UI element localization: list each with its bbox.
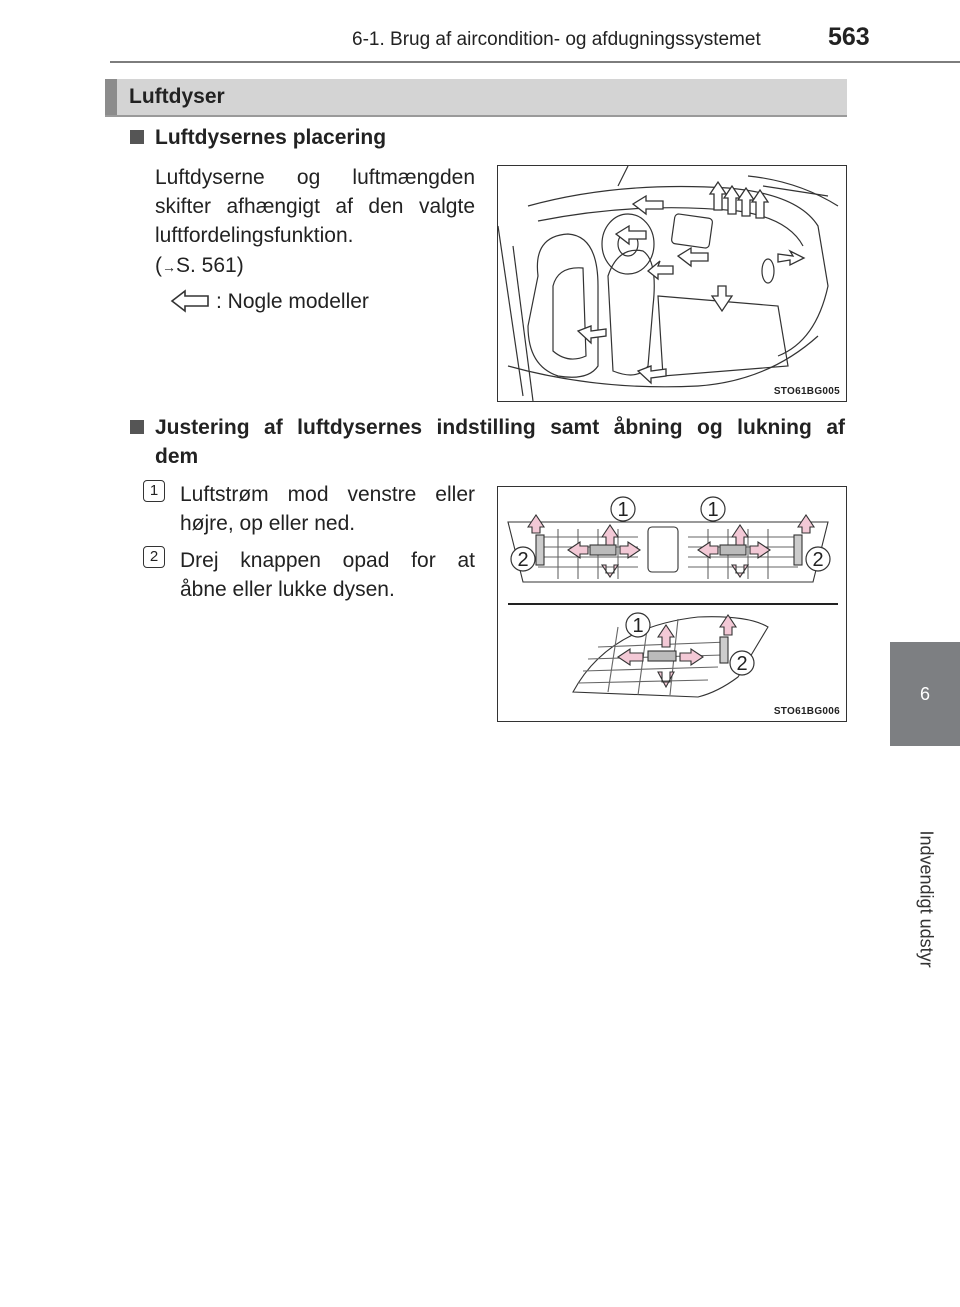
subsection-heading-adjust: Justering af luftdysernes indstilling samt åbning og lukning af: [155, 416, 845, 439]
callout-number: 2: [736, 653, 748, 675]
chapter-number: 6: [919, 684, 930, 704]
reference-text: S. 561): [176, 254, 244, 277]
page-number: 563: [828, 23, 870, 51]
page-reference: (→S. 561): [155, 254, 244, 277]
callout-number: 1: [617, 499, 629, 521]
callout-number: 1: [707, 499, 719, 521]
reference-arrow-icon: →: [162, 259, 176, 275]
step-text: Luftstrøm mod venstre eller: [180, 483, 475, 506]
step-number-badge: 2: [143, 546, 165, 568]
subsection-heading-adjust-cont: dem: [155, 445, 199, 468]
figure-code: STO61BG006: [773, 706, 840, 717]
header-title: 6-1. Brug af aircondition- og afdugningssystemet: [352, 29, 761, 50]
subsection-heading-placement: Luftdysernes placering: [155, 126, 387, 149]
body-line: skifter afhængigt af den valgte: [155, 195, 475, 218]
callout-number: 2: [812, 549, 824, 571]
step-number-badge: 1: [143, 480, 165, 502]
car-interior-illustration: [498, 166, 846, 401]
legend-text: : Nogle modeller: [216, 290, 369, 313]
figure-code: STO61BG005: [773, 386, 840, 397]
vent-adjustment-illustration: [498, 487, 846, 721]
outlet-arrow-icon: [170, 288, 210, 314]
section-title: Luftdyser: [129, 85, 225, 108]
section-bar-accent: [105, 79, 117, 115]
callout-number: 1: [632, 615, 644, 637]
body-line: luftfordelingsfunktion.: [155, 224, 354, 247]
body-line: Luftdyserne og luftmængden: [155, 166, 475, 189]
step-text: Drej knappen opad for at: [180, 549, 475, 572]
header-rule: [110, 61, 960, 63]
chapter-label: Indvendigt udstyr: [916, 830, 937, 968]
square-bullet-icon: [130, 130, 144, 144]
step-text: højre, op eller ned.: [180, 512, 356, 535]
step-text: åbne eller lukke dysen.: [180, 578, 395, 601]
figure-vent-adjustment: [497, 486, 847, 722]
figure-vent-locations: [497, 165, 847, 402]
callout-number: 2: [517, 549, 529, 571]
square-bullet-icon: [130, 420, 144, 434]
